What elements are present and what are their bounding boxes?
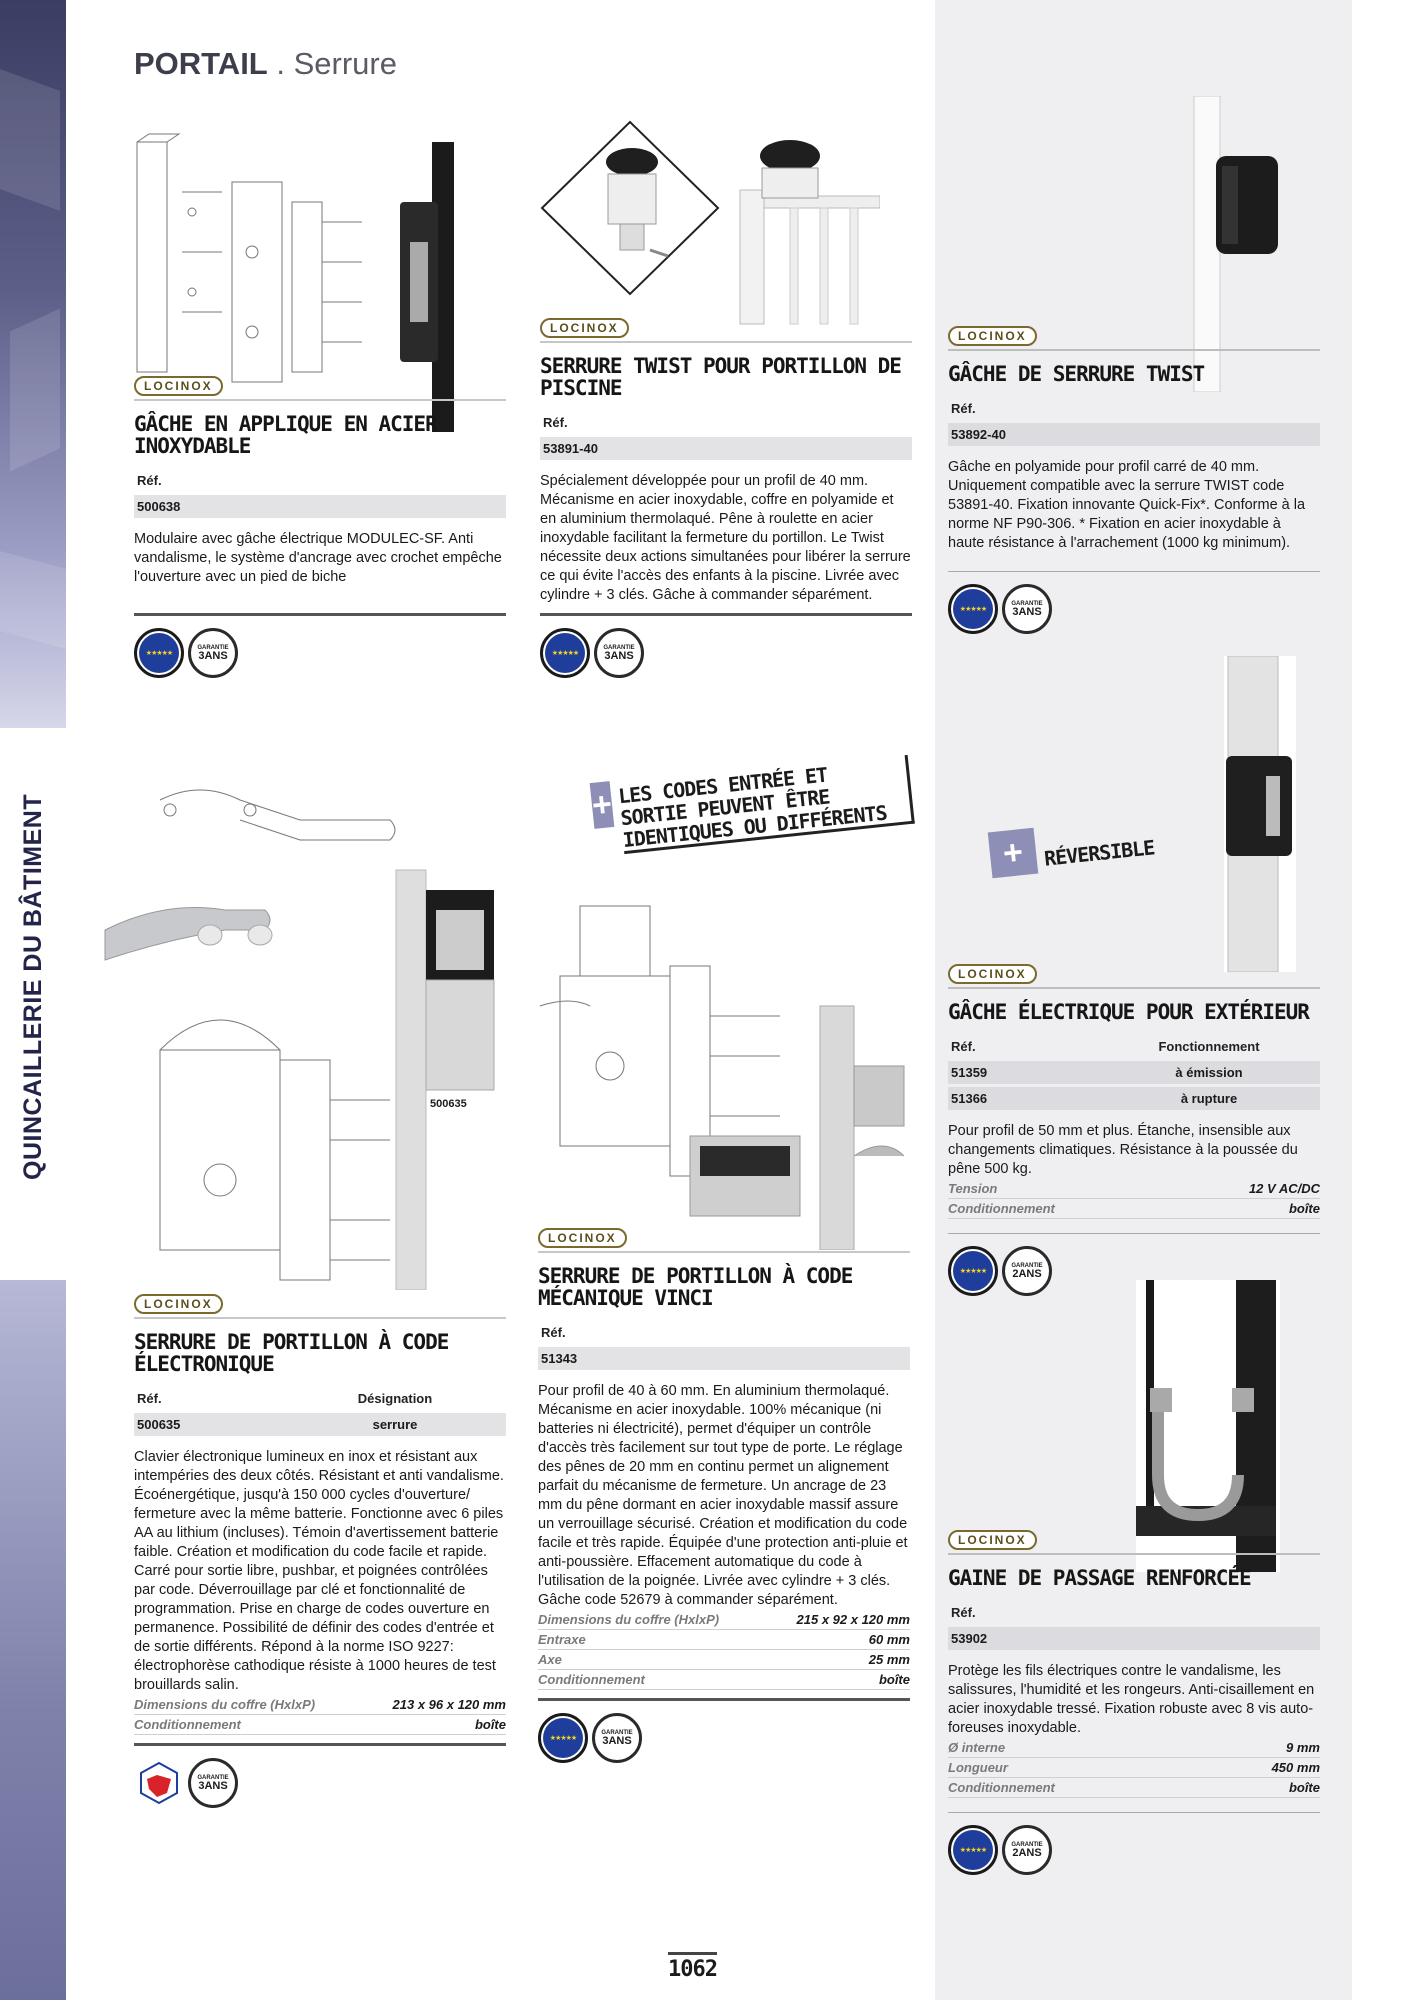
callout-text: LES CODES ENTRÉE ET SORTIE PEUVENT ÊTRE IDENTIQUES OU DIFFÉRENTS	[617, 755, 915, 854]
cable-sleeve-drawing	[1136, 1280, 1280, 1572]
product-description: Pour profil de 50 mm et plus. Étanche, insensible aux changements climatiques. Résistance à la poussée du pêne 500 kg.	[948, 1123, 1298, 1177]
spec-row: Axe 25 mm	[538, 1650, 910, 1670]
ref-header: Réf. Désignation	[137, 1391, 433, 1406]
callout-reversible	[990, 830, 1154, 876]
divider	[538, 1698, 910, 1701]
product-twist-lock	[540, 318, 912, 678]
divider	[948, 987, 1320, 989]
locinox-logo: LOCINOX	[134, 1294, 223, 1314]
spec-row: Ø interne 9 mm	[948, 1738, 1320, 1758]
product-image-electric-strike	[1224, 656, 1296, 972]
divider	[948, 1233, 1320, 1234]
callout-text: RÉVERSIBLE	[1043, 835, 1156, 871]
product-image-cable-sleeve	[1136, 1280, 1280, 1572]
locinox-logo: LOCINOX	[948, 1530, 1037, 1550]
divider	[948, 1812, 1320, 1813]
twist-lock-drawing	[540, 120, 880, 330]
badges	[134, 628, 506, 678]
ref-row: 53891-40	[540, 437, 912, 460]
product-electric-strike	[948, 964, 1320, 1296]
ref-header: Réf.	[951, 1605, 976, 1620]
ref-header: Réf.	[543, 415, 568, 430]
mechanical-lock-drawing	[520, 866, 910, 1250]
divider	[538, 1251, 910, 1253]
ref-row: 53902	[948, 1627, 1320, 1650]
page-number: 1062	[668, 1952, 717, 1982]
plus-icon: +	[988, 828, 1039, 879]
product-description: Spécialement développée pour un profil de 40 mm. Mécanisme en acier inoxydable, coffre en polyamide et en aluminium thermolaqué. Pêne à roulette en acier inoxydable facilitant la fermeture du portillon. Le Twist nécessite deux actions simultanées pour libérer la serrure ce qui évite l'accès des enfants à la piscine. Livrée avec cylindre + 3 clés. Gâche à commander séparément.	[540, 473, 911, 603]
locinox-logo: LOCINOX	[540, 318, 629, 338]
spec-row: Conditionnement boîte	[538, 1670, 910, 1690]
product-mechanical-code-lock	[538, 1228, 910, 1763]
divider	[540, 613, 912, 616]
guarantee-badge: GARANTIE 3ANS	[188, 1758, 238, 1808]
spec-row: Dimensions du coffre (HxlxP) 215 x 92 x 120 mm	[538, 1610, 910, 1630]
guarantee-badge: GARANTIE 2ANS	[1002, 1825, 1052, 1875]
ref-row: 51343	[538, 1347, 910, 1370]
divider	[948, 349, 1320, 351]
ref-header: Réf.	[951, 401, 976, 416]
badges	[538, 1713, 910, 1763]
sidebar-decor-bottom	[0, 1280, 66, 2000]
spec-table	[948, 1738, 1320, 1798]
divider	[134, 399, 506, 401]
product-wall-strike	[134, 376, 506, 678]
ref-row: 500638	[134, 495, 506, 518]
divider	[540, 341, 912, 343]
product-title: SERRURE DE PORTILLON À CODE MÉCANIQUE VINCI	[538, 1264, 853, 1310]
spec-table	[134, 1695, 506, 1735]
spec-row: Conditionnement boîte	[948, 1199, 1320, 1219]
product-title: SERRURE TWIST POUR PORTILLON DE PISCINE	[540, 354, 901, 400]
badges	[134, 1758, 506, 1808]
product-title: GÂCHE ÉLECTRIQUE POUR EXTÉRIEUR	[948, 1000, 1309, 1024]
guarantee-badge: GARANTIE 3ANS	[188, 628, 238, 678]
ref-header: Réf.	[541, 1325, 566, 1340]
ref-row: 51366 à rupture	[948, 1087, 1320, 1110]
divider	[134, 613, 506, 616]
image-ref-label: 500635	[430, 1098, 467, 1110]
spec-row: Dimensions du coffre (HxlxP) 213 x 96 x 120 mm	[134, 1695, 506, 1715]
product-description: Protège les fils électriques contre le vandalisme, les salissures, l'humidité et les rongeurs. Anti-cisaillement en acier inoxydable tressé. Fixation robuste avec 8 vis auto-foreuses inoxydable.	[948, 1663, 1315, 1736]
sidebar	[0, 0, 66, 2000]
product-image-twist-lock	[540, 120, 880, 330]
product-title: GÂCHE EN APPLIQUE EN ACIER INOXYDABLE	[134, 412, 437, 458]
locinox-logo: LOCINOX	[134, 376, 223, 396]
divider	[134, 1743, 506, 1746]
spec-table	[538, 1610, 910, 1690]
guarantee-badge: GARANTIE 3ANS	[1002, 584, 1052, 634]
ref-row: 51359 à émission	[948, 1061, 1320, 1084]
electronic-lock-drawing	[100, 760, 500, 1290]
product-description: Pour profil de 40 à 60 mm. En aluminium thermolaqué. Mécanisme en acier inoxydable. 100% mécanique (ni batteries ni électricité), permet d'équiper un contrôle d'accès très facilement sur tout type de porte. Le réglage des pênes de 20 mm en continu permet un alignement parfait du mécanisme de fermeture. Un ancrage de 23 mm du pêne dormant en acier inoxydable massif assure un verrouillage sécurisé. Création et modification du code facile et très rapide. Équipée d'une protection anti-pluie et anti-poussière. Effacement automatique du code à l'utilisation de la poignée. Livrée avec cylindre + 3 clés. Gâche code 52679 à commander séparément.	[538, 1383, 908, 1608]
badges	[540, 628, 912, 678]
eu-flag-icon: ★★★★★	[948, 584, 998, 634]
product-cable-sleeve	[948, 1530, 1320, 1875]
guarantee-badge: GARANTIE 3ANS	[592, 1713, 642, 1763]
guarantee-badge: GARANTIE 2ANS	[1002, 1246, 1052, 1296]
product-electronic-code-lock	[134, 1294, 506, 1808]
spec-row: Entraxe 60 mm	[538, 1630, 910, 1650]
ref-header: Réf.	[137, 473, 162, 488]
product-image-electronic-code-lock	[100, 760, 500, 1290]
page-title: PORTAIL . Serrure	[134, 46, 397, 81]
spec-row: Longueur 450 mm	[948, 1758, 1320, 1778]
locinox-logo: LOCINOX	[538, 1228, 627, 1248]
spec-row: Conditionnement boîte	[134, 1715, 506, 1735]
eu-flag-icon: ★★★★★	[134, 628, 184, 678]
product-title: SERRURE DE PORTILLON À CODE ÉLECTRONIQUE	[134, 1330, 449, 1376]
eu-flag-icon: ★★★★★	[538, 1713, 588, 1763]
product-description: Gâche en polyamide pour profil carré de 40 mm. Uniquement compatible avec la serrure TWIST code 53891-40. Fixation innovante Quick-Fix*. Conforme à la norme NF P90-306. * Fixation en acier inoxydable à haute résistance à l'arrachement (1000 kg minimum).	[948, 459, 1306, 551]
divider	[134, 1317, 506, 1319]
ref-header: Réf. Fonctionnement	[951, 1039, 1260, 1054]
divider	[948, 1553, 1320, 1555]
electric-strike-drawing	[1224, 656, 1296, 972]
product-twist-strike	[948, 326, 1320, 634]
product-title: GÂCHE DE SERRURE TWIST	[948, 362, 1205, 386]
badges	[948, 584, 1320, 634]
product-image-mechanical-code-lock	[520, 866, 910, 1250]
eu-flag-icon: ★★★★★	[540, 628, 590, 678]
locinox-logo: LOCINOX	[948, 326, 1037, 346]
guarantee-badge: GARANTIE 3ANS	[594, 628, 644, 678]
plus-icon: +	[590, 781, 615, 829]
divider	[948, 571, 1320, 572]
spec-table	[948, 1179, 1320, 1219]
ref-row: 500635 serrure	[134, 1413, 506, 1436]
eu-flag-icon: ★★★★★	[948, 1246, 998, 1296]
sidebar-decor-top	[0, 0, 66, 728]
origine-france-icon	[134, 1758, 184, 1808]
callout-codes	[590, 762, 912, 853]
badges	[948, 1825, 1320, 1875]
spec-row: Tension 12 V AC/DC	[948, 1179, 1320, 1199]
sidebar-section-label: QUINCAILLERIE DU BÂTIMENT	[19, 793, 47, 1180]
product-title: GAINE DE PASSAGE RENFORCÉE	[948, 1566, 1251, 1590]
eu-flag-icon: ★★★★★	[948, 1825, 998, 1875]
product-description: Clavier électronique lumineux en inox et résistant aux intempéries des deux côtés. Résistant et anti vandalisme. Écoénergétique, jusqu'à 150 000 cycles d'ouverture/ fermeture avec la même batterie. Fonctionne avec 6 piles AA au lithium (incluses). Témoin d'avertissement batterie faible. Création et modification du code facile et rapide. Carré pour sortie libre, pushbar, et poignées contrôlées par code. Déverrouillage par clé et fonctionnalité de programmation. Prise en charge de codes ouverture en permanence. Possibilité de définir des codes d'entrée et de sortie différents. Répond à la norme ISO 9227: électrophorèse cathodique résiste à 1000 heures de test brouillards salin.	[134, 1449, 504, 1693]
spec-row: Conditionnement boîte	[948, 1778, 1320, 1798]
ref-row: 53892-40	[948, 423, 1320, 446]
product-description: Modulaire avec gâche électrique MODULEC-SF. Anti vandalisme, le système d'ancrage avec crochet empêche l'ouverture avec un pied de biche	[134, 531, 502, 585]
locinox-logo: LOCINOX	[948, 964, 1037, 984]
